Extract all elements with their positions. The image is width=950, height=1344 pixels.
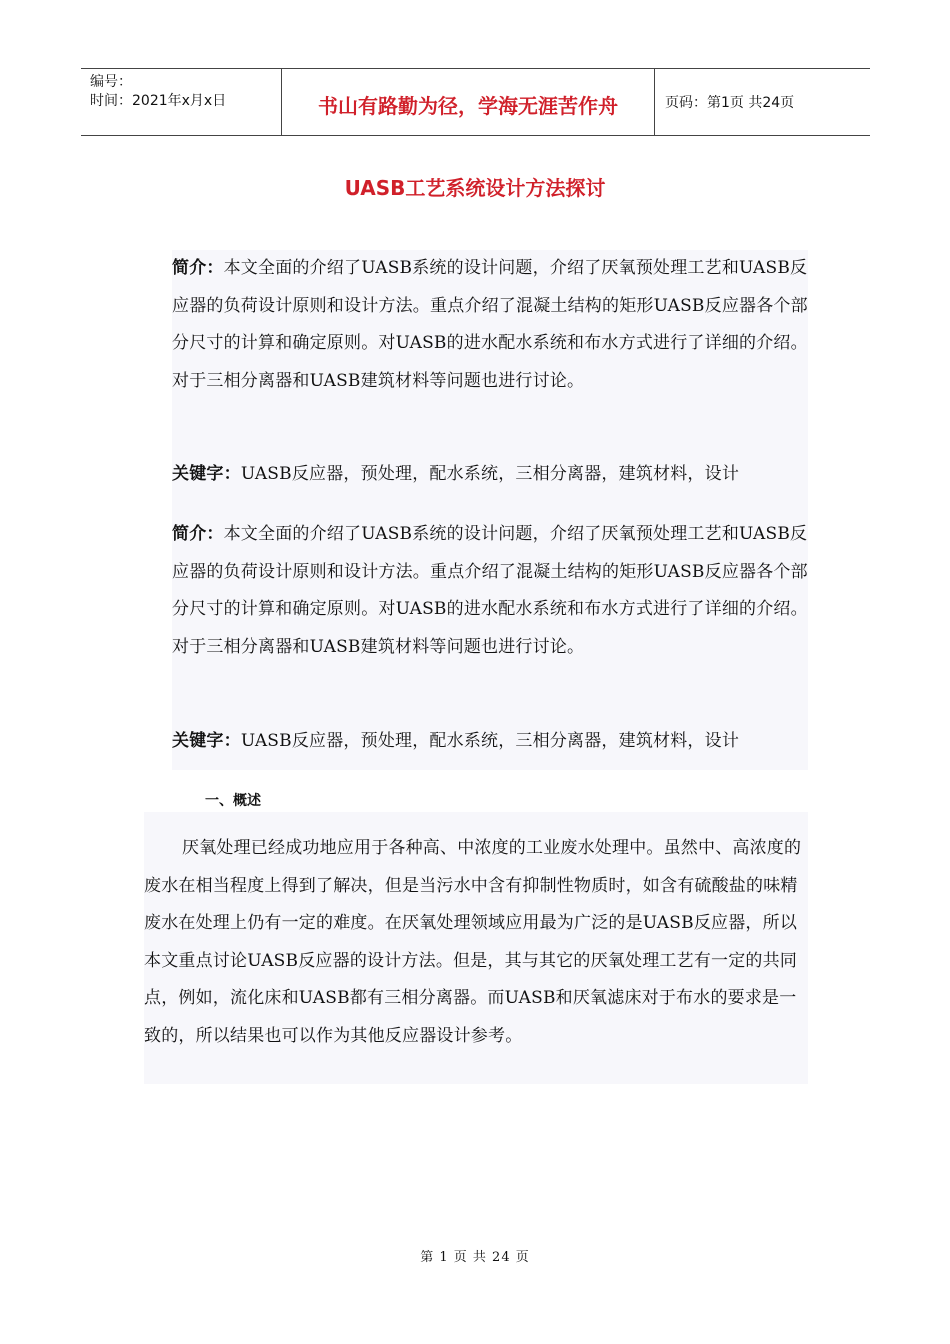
abstract-label: 简介： (172, 258, 224, 278)
page-footer: 第 1 页 共 24 页 (420, 1250, 530, 1265)
section-body (144, 830, 808, 1055)
section-body-text: 厌氧处理已经成功地应用于各种高、中浓度的工业废水处理中。虽然中、高浓度的废水在相当程度上得到了解决，但是当污水中含有抑制性物质时，如含有硫酸盐的味精废水在处理上仍有一定的难度。在厌氧处理领域应用最为广泛的是UASB反应器，所以本文重点讨论UASB反应器的设计方法。但是，其与其它的厌氧处理工艺有一定的共同点，例如，流化床和UASB都有三相分离器。而UASB和厌氧滤床对于布水的要求是一致的，所以结果也可以作为其他反应器设计参考。 (144, 838, 802, 1046)
document-number-label: 编号： (90, 74, 132, 90)
header-meta (81, 69, 282, 135)
page-header (81, 68, 870, 136)
abstract-paragraph (172, 250, 808, 400)
keywords-text: UASB反应器，预处理，配水系统，三相分离器，建筑材料，设计 (240, 731, 740, 751)
keywords-paragraph (172, 723, 812, 761)
document-time-label: 时间：2021年x月x日 (90, 93, 227, 109)
abstract-text: 本文全面的介绍了UASB系统的设计问题，介绍了厌氧预处理工艺和UASB反应器的负荷设计原则和设计方法。重点介绍了混凝土结构的矩形UASB反应器各个部分尺寸的计算和确定原则。对UASB的进水配水系统和布水方式进行了详细的介绍。对于三相分离器和UASB建筑材料等问题也进行讨论。 (172, 524, 808, 657)
section-heading: 一、概述 (205, 793, 261, 809)
header-motto: 书山有路勤为径，学海无涯苦作舟 (282, 69, 655, 135)
document-title: UASB工艺系统设计方法探讨 (344, 176, 606, 200)
keywords-text: UASB反应器，预处理，配水系统，三相分离器，建筑材料，设计 (240, 464, 740, 484)
abstract-label: 简介： (172, 524, 224, 544)
abstract-text: 本文全面的介绍了UASB系统的设计问题，介绍了厌氧预处理工艺和UASB反应器的负荷设计原则和设计方法。重点介绍了混凝土结构的矩形UASB反应器各个部分尺寸的计算和确定原则。对UASB的进水配水系统和布水方式进行了详细的介绍。对于三相分离器和UASB建筑材料等问题也进行讨论。 (172, 258, 808, 391)
keywords-label: 关键字： (172, 731, 241, 751)
header-page-info: 页码：第1页 共24页 (665, 95, 795, 111)
keywords-label: 关键字： (172, 464, 241, 484)
keywords-paragraph (172, 456, 812, 494)
abstract-paragraph (172, 516, 808, 666)
